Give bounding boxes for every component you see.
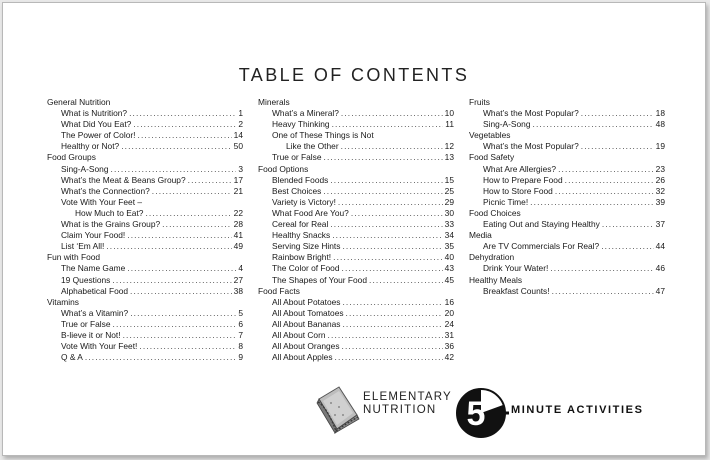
toc-entry <box>469 286 665 297</box>
toc-entry-title: Healthy Snacks <box>272 230 331 241</box>
toc-dot-leader <box>341 108 443 119</box>
toc-entry <box>47 119 243 130</box>
toc-entry <box>469 164 665 175</box>
toc-page-number: 15 <box>444 174 454 185</box>
toc-section-heading: Vegetables <box>469 130 511 141</box>
toc-entry <box>47 263 243 274</box>
toc-entry <box>47 164 243 175</box>
toc-entry <box>47 175 243 186</box>
toc-page-number: 31 <box>444 329 454 340</box>
toc-entry-title: All About Apples <box>272 352 333 363</box>
toc-section-heading: Healthy Meals <box>469 274 523 285</box>
toc-entry-title: Vote With Your Feet! <box>61 341 138 352</box>
toc-entry-title: Claim Your Food! <box>61 230 126 241</box>
toc-entry <box>258 330 454 341</box>
toc-entry-title: What’s the Most Popular? <box>483 108 579 119</box>
toc-page-number: 1 <box>238 108 243 119</box>
toc-page-number: 48 <box>655 119 665 130</box>
toc-entry <box>47 219 243 230</box>
toc-dot-leader <box>602 219 654 230</box>
toc-entry-title: True or False <box>61 318 111 329</box>
toc-entry-title: Vote With Your Feet – <box>61 196 143 207</box>
toc-entry <box>258 341 454 352</box>
toc-dot-leader <box>346 308 443 319</box>
toc-section-heading: Fruits <box>469 97 490 107</box>
toc-dot-leader <box>111 164 237 175</box>
toc-page-number: 19 <box>655 141 665 152</box>
toc-entry-title: All About Tomatoes <box>272 307 344 318</box>
toc-dot-leader <box>330 175 442 186</box>
toc-dot-leader <box>145 208 231 219</box>
toc-entry-title: What’s the Most Popular? <box>483 141 579 152</box>
toc-entry-title: Picnic Time! <box>483 196 529 207</box>
toc-section-heading: Food Groups <box>47 152 96 163</box>
toc-entry <box>469 108 665 119</box>
toc-entry-title: Q & A <box>61 352 83 363</box>
toc-dot-leader <box>188 175 232 186</box>
toc-entry-title: Sing-A-Song <box>61 163 109 174</box>
toc-entry-title: Drink Your Water! <box>483 263 549 274</box>
toc-page-number: 4 <box>238 263 243 274</box>
toc-entry <box>258 308 454 319</box>
toc-dot-leader <box>369 275 443 286</box>
toc-entry-title: What’s the Connection? <box>61 185 150 196</box>
toc-entry <box>258 108 454 119</box>
toc-page-number: 9 <box>238 352 243 363</box>
toc-entry-title: Eating Out and Staying Healthy <box>483 219 600 230</box>
page-title: TABLE OF CONTENTS <box>238 65 470 85</box>
toc-page-number: 14 <box>233 130 243 141</box>
toc-section-heading: Vitamins <box>47 296 79 307</box>
toc-entry <box>258 186 454 197</box>
toc-page-number: 32 <box>655 185 665 196</box>
toc-entry <box>47 341 243 352</box>
toc-entry-title: Blended Foods <box>272 174 329 185</box>
toc-page-number: 13 <box>444 152 454 163</box>
toc-dot-leader <box>133 119 236 130</box>
toc-page-number: 11 <box>445 119 454 130</box>
toc-entry-title: What Did You Eat? <box>61 119 132 130</box>
toc-entry-title: List ‘Em All! <box>61 241 105 252</box>
toc-page-number: 24 <box>444 318 454 329</box>
toc-entry-title: What’s a Vitamin? <box>61 307 129 318</box>
toc-entry <box>258 275 454 286</box>
toc-entry <box>47 308 243 319</box>
brand-line-2: NUTRITION <box>363 404 437 416</box>
toc-page-number: 36 <box>444 341 454 352</box>
toc-page-number: 18 <box>655 108 665 119</box>
toc-entry <box>47 108 243 119</box>
sandwich-icon <box>315 385 361 437</box>
toc-page-number: 10 <box>444 108 454 119</box>
toc-dot-leader <box>342 241 442 252</box>
toc-entry <box>469 197 665 208</box>
document-page <box>2 2 706 456</box>
toc-entry-title: Healthy or Not? <box>61 141 120 152</box>
toc-page-number: 23 <box>655 163 665 174</box>
toc-entry <box>258 152 454 163</box>
toc-entry-title: Are TV Commercials For Real? <box>483 241 600 252</box>
toc-page-number: 34 <box>444 230 454 241</box>
toc-entry-title: How Much to Eat? <box>75 207 144 218</box>
toc-entry <box>258 241 454 252</box>
toc-dot-leader <box>85 352 236 363</box>
brand-title <box>363 391 452 417</box>
toc-entry <box>258 208 454 219</box>
toc-dot-leader <box>139 341 236 352</box>
toc-entry-title: The Name Game <box>61 263 126 274</box>
toc-section-heading: Food Facts <box>258 285 300 296</box>
toc-dot-leader <box>342 297 442 308</box>
toc-page-number: 25 <box>444 185 454 196</box>
toc-entry-title: Alphabetical Food <box>61 285 129 296</box>
toc-column-3 <box>469 97 665 297</box>
toc-page-number: 44 <box>655 241 665 252</box>
toc-entry-title: Rainbow Bright! <box>272 252 332 263</box>
toc-dot-leader <box>323 186 442 197</box>
toc-page-number: 26 <box>655 174 665 185</box>
toc-entry-title: The Shapes of Your Food <box>272 274 367 285</box>
toc-entry <box>469 263 665 274</box>
toc-dot-leader <box>127 230 231 241</box>
toc-section-heading: Food Options <box>258 163 309 174</box>
toc-entry <box>469 241 665 252</box>
toc-column-2 <box>258 97 454 363</box>
toc-dot-leader <box>123 330 237 341</box>
toc-entry-title: What’s a Mineral? <box>272 108 339 119</box>
toc-page-number: 35 <box>444 241 454 252</box>
toc-dot-leader <box>113 319 237 330</box>
toc-entry-title: All About Corn <box>272 329 326 340</box>
toc-entry <box>47 130 243 141</box>
toc-dot-leader <box>581 108 654 119</box>
toc-page-number: 39 <box>655 196 665 207</box>
toc-section-heading: General Nutrition <box>47 97 111 107</box>
toc-page-number: 47 <box>655 285 665 296</box>
toc-entry <box>47 286 243 297</box>
toc-entry <box>469 175 665 186</box>
toc-page-number: 33 <box>444 219 454 230</box>
toc-page-number: 22 <box>233 207 243 218</box>
toc-entry <box>47 275 243 286</box>
toc-dot-leader <box>129 108 236 119</box>
toc-page-number: 21 <box>233 185 243 196</box>
toc-page-number: 30 <box>444 207 454 218</box>
toc-entry-title: Sing-A-Song <box>483 119 531 130</box>
toc-entry <box>469 141 665 152</box>
brand-activities: MINUTE ACTIVITIES <box>511 404 644 416</box>
toc-entry-title: One of These Things is Not <box>272 130 374 141</box>
toc-page-number: 42 <box>444 352 454 363</box>
toc-entry <box>258 219 454 230</box>
brand-line-1: ELEMENTARY <box>363 391 452 403</box>
toc-dot-leader <box>601 241 653 252</box>
toc-page-number: 20 <box>444 307 454 318</box>
toc-dot-leader <box>333 252 443 263</box>
toc-entry-title: What is the Grains Group? <box>61 219 161 230</box>
toc-dot-leader <box>581 141 654 152</box>
toc-section-heading: Dehydration <box>469 252 515 263</box>
toc-section-heading: Food Choices <box>469 207 521 218</box>
toc-section-heading: Minerals <box>258 97 290 107</box>
toc-dot-leader <box>342 263 443 274</box>
toc-page-number: 49 <box>233 241 243 252</box>
toc-entry <box>258 252 454 263</box>
toc-entry <box>258 119 454 130</box>
toc-entry <box>258 130 454 141</box>
toc-column-1 <box>47 97 243 363</box>
toc-entry <box>258 297 454 308</box>
toc-page-number: 12 <box>444 141 454 152</box>
toc-page-number: 41 <box>233 230 243 241</box>
toc-entry <box>47 330 243 341</box>
toc-entry <box>47 230 243 241</box>
toc-entry <box>258 263 454 274</box>
toc-entry-title: Heavy Thinking <box>272 119 330 130</box>
toc-dot-leader <box>533 119 654 130</box>
toc-dot-leader <box>121 141 231 152</box>
toc-dot-leader <box>332 230 442 241</box>
toc-entry-title: 19 Questions <box>61 274 111 285</box>
toc-dot-leader <box>342 341 443 352</box>
toc-entry-title: The Power of Color! <box>61 130 136 141</box>
toc-entry-title: All About Potatoes <box>272 296 341 307</box>
toc-entry <box>258 319 454 330</box>
toc-dot-leader <box>530 197 654 208</box>
toc-entry <box>469 186 665 197</box>
clock-number: 5 <box>466 395 486 433</box>
toc-dot-leader <box>328 330 443 341</box>
toc-page-number: 2 <box>238 119 243 130</box>
toc-entry <box>47 186 243 197</box>
toc-dot-leader <box>127 263 236 274</box>
toc-entry-title: Cereal for Real <box>272 219 329 230</box>
toc-page-number: 7 <box>238 329 243 340</box>
toc-entry <box>47 197 243 208</box>
toc-entry-title: What is Nutrition? <box>61 108 128 119</box>
toc-entry <box>47 141 243 152</box>
toc-entry-title: The Color of Food <box>272 263 340 274</box>
toc-entry <box>469 219 665 230</box>
toc-entry <box>258 352 454 363</box>
toc-dot-leader <box>130 308 236 319</box>
toc-entry-title: Serving Size Hints <box>272 241 341 252</box>
toc-page-number: 37 <box>655 219 665 230</box>
toc-page-number: 17 <box>233 174 243 185</box>
toc-section-heading: Media <box>469 230 492 241</box>
toc-entry-title: Variety is Victory! <box>272 196 336 207</box>
toc-page-number: 38 <box>233 285 243 296</box>
toc-entry-title: What Food Are You? <box>272 207 349 218</box>
toc-dot-leader <box>550 263 653 274</box>
toc-entry <box>47 319 243 330</box>
toc-entry <box>258 175 454 186</box>
toc-dot-leader <box>341 141 443 152</box>
toc-page-number: 16 <box>444 296 454 307</box>
toc-dot-leader <box>112 275 231 286</box>
toc-dot-leader <box>351 208 443 219</box>
toc-section-heading: Fun with Food <box>47 252 101 263</box>
toc-entry-title: True or False <box>272 152 322 163</box>
toc-page-number: 8 <box>238 341 243 352</box>
toc-entry-title: B-lieve it or Not! <box>61 329 121 340</box>
toc-entry-title: Like the Other <box>286 141 339 152</box>
clock-five-icon <box>455 387 511 439</box>
toc-page-number: 6 <box>238 318 243 329</box>
toc-page-number: 3 <box>238 163 243 174</box>
toc-entry-title: All About Oranges <box>272 341 340 352</box>
toc-dot-leader <box>565 175 654 186</box>
toc-entry-title: All About Bananas <box>272 318 341 329</box>
toc-dot-leader <box>324 152 443 163</box>
toc-page-number: 27 <box>233 274 243 285</box>
toc-page-number: 5 <box>238 307 243 318</box>
toc-dot-leader <box>137 130 231 141</box>
toc-entry-title: How to Prepare Food <box>483 174 563 185</box>
toc-dot-leader <box>152 186 232 197</box>
toc-entry <box>258 230 454 241</box>
toc-dot-leader <box>162 219 232 230</box>
toc-page-number: 40 <box>444 252 454 263</box>
toc-entry-title: Breakfast Counts! <box>483 285 550 296</box>
toc-dot-leader <box>342 319 442 330</box>
toc-entry-title: Best Choices <box>272 185 322 196</box>
toc-dot-leader <box>106 241 231 252</box>
toc-entry <box>47 208 243 219</box>
toc-section-heading: Food Safety <box>469 152 515 163</box>
toc-page-number: 29 <box>444 196 454 207</box>
toc-dot-leader <box>552 286 654 297</box>
toc-page-number: 50 <box>233 141 243 152</box>
toc-dot-leader <box>335 352 443 363</box>
toc-dot-leader <box>130 286 232 297</box>
toc-page-number: 43 <box>444 263 454 274</box>
toc-dot-leader <box>555 186 654 197</box>
toc-dot-leader <box>558 164 654 175</box>
toc-entry-title: What’s the Meat & Beans Group? <box>61 174 186 185</box>
toc-entry <box>47 352 243 363</box>
toc-entry <box>258 141 454 152</box>
toc-dot-leader <box>332 119 444 130</box>
toc-entry-title: How to Store Food <box>483 185 553 196</box>
toc-entry-title: What Are Allergies? <box>483 163 557 174</box>
toc-dot-leader <box>330 219 442 230</box>
toc-dot-leader <box>338 197 443 208</box>
toc-entry <box>258 197 454 208</box>
toc-page-number: 46 <box>655 263 665 274</box>
toc-entry <box>47 241 243 252</box>
toc-page-number: 28 <box>233 219 243 230</box>
toc-entry <box>469 119 665 130</box>
toc-page-number: 45 <box>444 274 454 285</box>
